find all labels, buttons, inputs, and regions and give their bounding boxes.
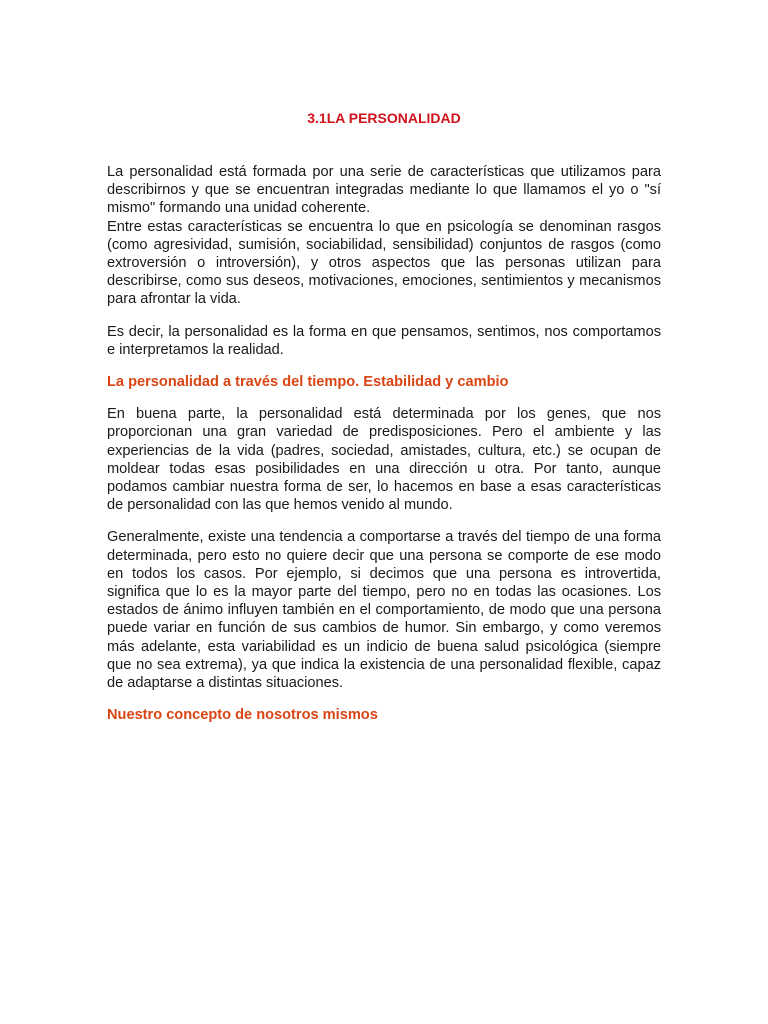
page-title: 3.1LA PERSONALIDAD [307, 110, 461, 126]
section1-paragraph-1: En buena parte, la personalidad está determinada por los genes, que nos proporcionan una gran variedad de predisposiciones. Pero el ambiente y las experiencias de la vida (padres, sociedad, amistades, cultura, etc.) se ocupan de moldear todas esas posibilidades en una dirección u otra. Por tanto, aunque podamos cambiar nuestra forma de ser, lo hacemos en base a esas características de personalidad con las que hemos venido al mundo. [107, 406, 661, 514]
intro-paragraph-2: Entre estas características se encuentra lo que en psicología se denominan rasgos (como agresividad, sumisión, sociabilidad, sensibilidad) conjuntos de rasgos (como extroversión o introversión), y otros aspectos que las personas utilizan para describirse, como sus deseos, motivaciones, emociones, sentimientos y mecanismos para afrontar la vida. [107, 218, 661, 308]
section1-paragraph-2: Generalmente, existe una tendencia a comportarse a través del tiempo de una forma determinada, pero esto no quiere decir que una persona se comporte de ese modo en todos los casos. Por ejemplo, si decimos que una persona es introvertida, significa que lo es la mayor parte del tiempo, pero no en todas las ocasiones. Los estados de ánimo influyen también en el comportamiento, de modo que una persona puede variar en función de sus cambios de humor. Sin embargo, y como veremos más adelante, esta variabilidad es un indicio de buena salud psicológica (siempre que no sea extrema), ya que indica la existencia de una personalidad flexible, capaz de adaptarse a distintas situaciones. [107, 529, 661, 692]
intro-paragraph-1: La personalidad está formada por una serie de características que utilizamos para describirnos y que se encuentran integradas mediante lo que llamamos el yo o "sí mismo" formando una unidad coherente. [107, 164, 661, 217]
document-body [107, 163, 661, 724]
section-heading-self-concept: Nuestro concepto de nosotros mismos [107, 707, 378, 724]
section-heading-stability: La personalidad a través del tiempo. Estabilidad y cambio [107, 374, 509, 391]
intro-paragraph-3: Es decir, la personalidad es la forma en que pensamos, sentimos, nos comportamos e interpretamos la realidad. [107, 323, 661, 358]
